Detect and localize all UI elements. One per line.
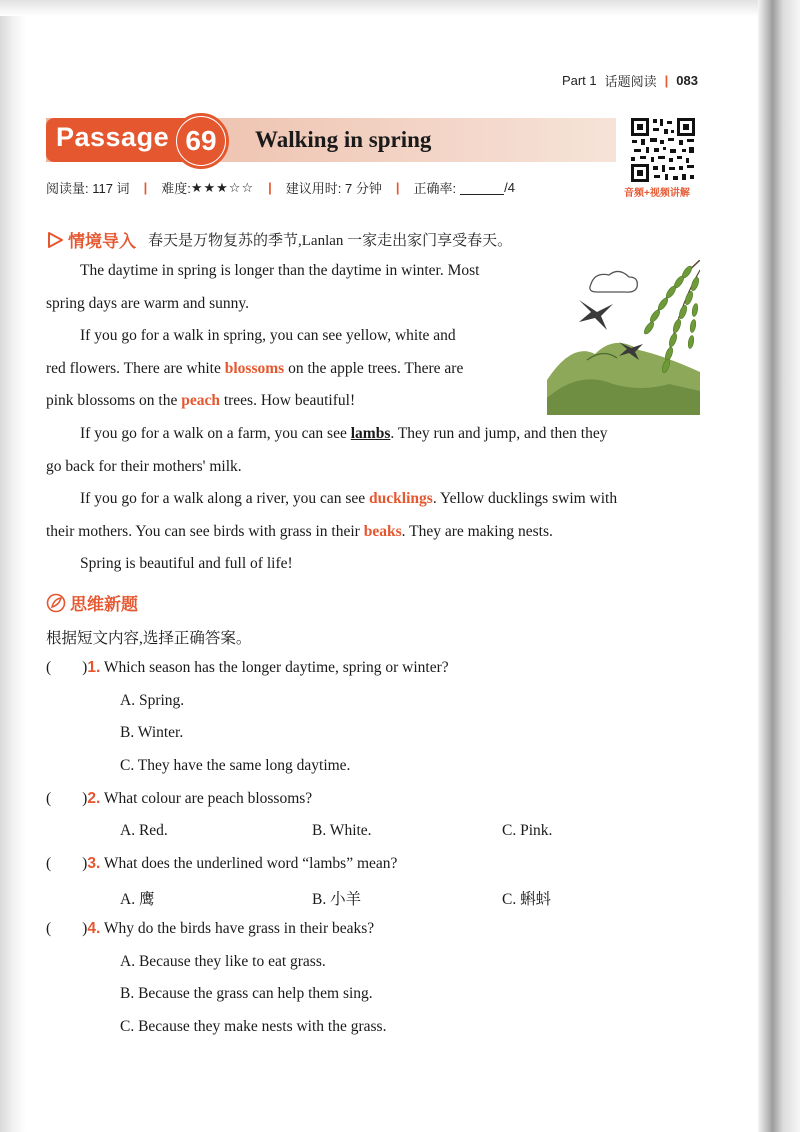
- paragraph-2: If you go for a walk in spring, you can see yellow, white and red flowers. There are white blossoms on the apple trees. There are pink blossoms on the peach trees. How beautiful!: [46, 327, 464, 410]
- word-beaks: beaks: [363, 522, 402, 540]
- option-b[interactable]: B. 小羊: [312, 891, 362, 908]
- difficulty-stars-icon: ★★★☆☆: [190, 179, 255, 195]
- answer-blank[interactable]: ( ): [46, 855, 88, 872]
- word-blossoms: blossoms: [224, 359, 285, 377]
- section-label: 话题阅读: [604, 74, 657, 89]
- intro-row: [46, 227, 512, 252]
- answer-blank[interactable]: ( ): [46, 920, 88, 937]
- question-text: What colour are peach blossoms?: [103, 790, 313, 807]
- paragraph-1: The daytime in spring is longer than the daytime in winter. Most spring days are warm and sunny.: [46, 262, 480, 312]
- paragraph-5: Spring is beautiful and full of life!: [80, 555, 293, 572]
- accuracy-total: /4: [504, 180, 515, 195]
- page-header: [562, 71, 698, 90]
- question-number: 3.: [87, 855, 101, 872]
- option-c[interactable]: C. 蝌蚪: [502, 891, 552, 908]
- question-number: 4.: [87, 920, 101, 937]
- answer-blank[interactable]: ( ): [46, 790, 88, 807]
- reading-info-bar: 阅读量: 117 词 | 难度: ★★★☆☆ | 建议用时: 7 分钟 | 正确率: /4: [46, 179, 515, 196]
- option-a[interactable]: A. Because they like to eat grass.: [120, 953, 326, 970]
- section-thinking-header: [46, 590, 138, 615]
- leaf-pen-icon: [46, 593, 66, 613]
- triangle-arrow-icon: [46, 231, 64, 249]
- word-lambs: lambs: [350, 425, 391, 442]
- option-c[interactable]: C. They have the same long daytime.: [120, 757, 351, 774]
- part-label: Part 1: [561, 73, 597, 88]
- passage-word: Passage: [56, 122, 170, 152]
- scan-shadow-left: [0, 0, 26, 1132]
- page-number: 083: [676, 73, 698, 88]
- question-number: 2.: [87, 790, 101, 807]
- intro-label: 情境导入: [68, 232, 136, 251]
- question-text: Which season has the longer daytime, spring or winter?: [103, 659, 449, 676]
- question-text: Why do the birds have grass in their beaks?: [103, 920, 375, 937]
- question-text: What does the underlined word “lambs” mean?: [103, 855, 398, 872]
- accuracy-label: 正确率:: [413, 181, 457, 196]
- answer-blank[interactable]: ( ): [46, 659, 88, 676]
- option-a[interactable]: A. Spring.: [120, 692, 185, 709]
- difficulty-label: 难度:: [161, 181, 191, 196]
- qr-caption: 音频+视频讲解: [624, 188, 690, 199]
- instruction-text: 根据短文内容,选择正确答案。: [46, 630, 252, 647]
- passage-title: Walking in spring: [255, 127, 432, 152]
- paragraph-4: If you go for a walk along a river, you can see ducklings. Yellow ducklings swim with their mothers. You can see birds with grass in their beaks. They are making nests.: [46, 490, 618, 540]
- option-c[interactable]: C. Pink.: [502, 822, 553, 839]
- accuracy-blank[interactable]: [460, 181, 504, 195]
- question-4: [46, 920, 374, 938]
- option-b[interactable]: B. Because the grass can help them sing.: [120, 985, 373, 1002]
- section-thinking-label: 思维新题: [70, 595, 138, 614]
- header-separator: |: [664, 73, 669, 88]
- option-c[interactable]: C. Because they make nests with the grass.: [120, 1018, 387, 1035]
- question-1: [46, 659, 449, 677]
- option-a[interactable]: A. Red.: [120, 822, 168, 839]
- suggested-time: 建议用时: 7 分钟: [285, 181, 382, 196]
- paragraph-3: If you go for a walk on a farm, you can see lambs. They run and jump, and then they go back for their mothers' milk.: [46, 425, 608, 475]
- passage-number: 69: [177, 117, 225, 165]
- reading-amount: 阅读量: 117 词: [46, 181, 130, 196]
- spring-illustration: [547, 260, 700, 415]
- option-b[interactable]: B. White.: [312, 822, 372, 839]
- option-a[interactable]: A. 鹰: [120, 891, 155, 908]
- question-number: 1.: [87, 659, 101, 676]
- qr-code[interactable]: [629, 116, 697, 184]
- scan-shadow-right: [758, 0, 800, 1132]
- intro-text: 春天是万物复苏的季节,Lanlan 一家走出家门享受春天。: [148, 233, 513, 249]
- word-peach: peach: [181, 392, 220, 410]
- word-ducklings: ducklings: [369, 490, 433, 507]
- scan-shadow-top: [0, 0, 800, 16]
- question-3: [46, 855, 397, 873]
- question-2: [46, 790, 312, 808]
- option-b[interactable]: B. Winter.: [120, 724, 184, 741]
